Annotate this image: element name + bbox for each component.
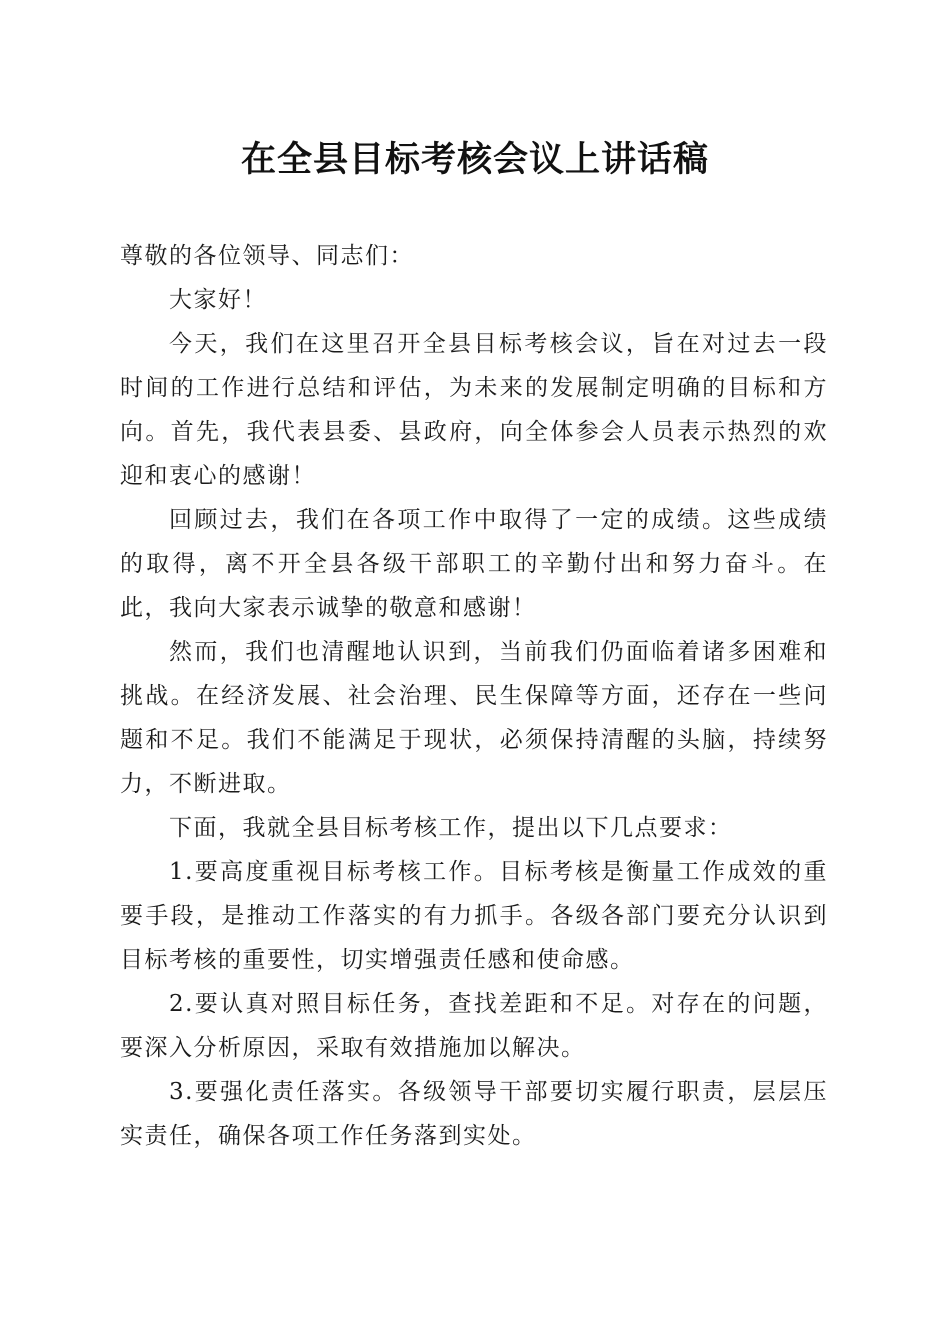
requirement-item-1: 1.要高度重视目标考核工作。目标考核是衡量工作成效的重要手段，是推动工作落实的有力抓手。各级各部门要充分认识到目标考核的重要性，切实增强责任感和使命感。 bbox=[120, 859, 828, 973]
salutation: 尊敬的各位领导、同志们： bbox=[120, 243, 414, 269]
paragraph-requirements-intro: 下面，我就全县目标考核工作，提出以下几点要求： bbox=[169, 815, 733, 841]
requirement-item-2: 2.要认真对照目标任务，查找差距和不足。对存在的问题，要深入分析原因，采取有效措施加以解决。 bbox=[120, 991, 828, 1061]
paragraph-challenges: 然而，我们也清醒地认识到，当前我们仍面临着诸多困难和挑战。在经济发展、社会治理、民生保障等方面，还存在一些问题和不足。我们不能满足于现状，必须保持清醒的头脑，持续努力，不断进取。 bbox=[120, 639, 828, 797]
document-body bbox=[120, 234, 828, 1158]
paragraph-opening: 今天，我们在这里召开全县目标考核会议，旨在对过去一段时间的工作进行总结和评估，为未来的发展制定明确的目标和方向。首先，我代表县委、县政府，向全体参会人员表示热烈的欢迎和衷心的感谢！ bbox=[120, 331, 828, 489]
requirement-item-3: 3.要强化责任落实。各级领导干部要切实履行职责，层层压实责任，确保各项工作任务落到实处。 bbox=[120, 1079, 828, 1149]
paragraph-review: 回顾过去，我们在各项工作中取得了一定的成绩。这些成绩的取得，离不开全县各级干部职工的辛勤付出和努力奋斗。在此，我向大家表示诚挚的敬意和感谢！ bbox=[120, 507, 828, 621]
greeting: 大家好！ bbox=[169, 287, 267, 313]
document-title: 在全县目标考核会议上讲话稿 bbox=[240, 139, 709, 180]
